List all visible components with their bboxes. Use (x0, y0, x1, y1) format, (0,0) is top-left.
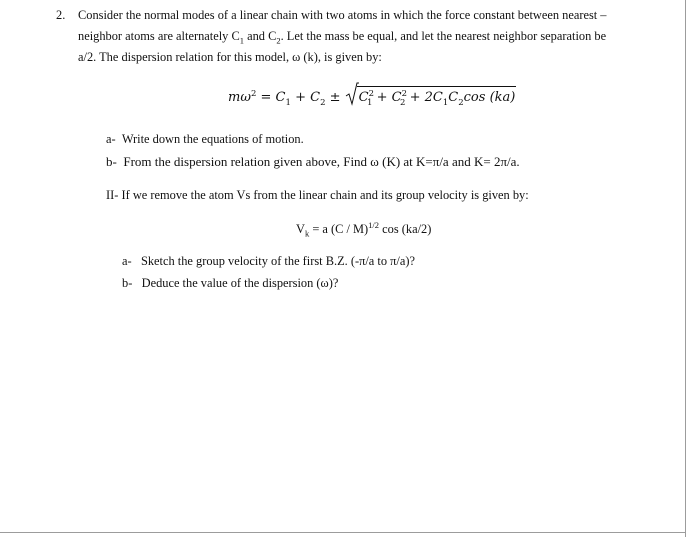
eq-r1: C (358, 90, 369, 106)
question-number: 2. (56, 8, 66, 22)
gv-v: V (296, 222, 305, 237)
eq-radicand (357, 86, 517, 108)
eq-r2-power: 2 (401, 89, 408, 99)
eq-plus-1: + (295, 90, 306, 106)
part1-a-text: Write down the equations of motion. (121, 132, 304, 146)
eq-plus-minus: ± (329, 90, 341, 106)
part1-b (106, 154, 520, 170)
part1-a-label: a- (106, 132, 116, 146)
part2-b-label: b- (122, 276, 133, 290)
dispersion-equation (228, 86, 516, 114)
radical-sign (345, 82, 359, 106)
eq-term2-sub: 2 (320, 97, 326, 108)
eq-r2: C (391, 90, 402, 106)
group-velocity-equation (296, 220, 431, 239)
eq-term1-sub: 1 (285, 97, 291, 108)
eq-term2: C (310, 90, 321, 106)
part1-b-text: From the dispersion relation given above, Find ω (K) at K=π/a and K= 2π/a. (123, 154, 520, 169)
gv-tail: cos (ka/2) (382, 222, 432, 237)
intro-line-2-part-c: . Let the mass be equal, and let the nearest neighbor separation be (280, 29, 607, 43)
subscript-two: 2 (276, 35, 281, 46)
part2-b (122, 276, 338, 291)
intro-line-2 (78, 29, 606, 45)
part2-b-text: Deduce the value of the dispersion (ω)? (141, 276, 339, 290)
eq-r4-sub: 2 (458, 97, 464, 108)
intro-line-1: Consider the normal modes of a linear chain with two atoms in which the force constant between nearest – (78, 8, 607, 22)
eq-r1-power: 2 (368, 89, 375, 99)
eq-r3: 2C (424, 90, 443, 106)
eq-r4: C (448, 90, 459, 106)
eq-r3-sub: 1 (442, 97, 449, 108)
frame-border-bottom (0, 532, 686, 533)
eq-plus-3: + (409, 90, 421, 106)
eq-r2-sub: 2 (400, 97, 406, 108)
eq-plus-2: + (376, 90, 388, 106)
eq-r1-sub: 1 (367, 97, 373, 108)
eq-term1: C (275, 90, 286, 106)
part1-b-label: b- (106, 154, 117, 169)
part2-a-text: Sketch the group velocity of the first B.Z. (-π/a to π/a)? (140, 254, 415, 268)
part1-a (106, 132, 304, 147)
part2-a-label: a- (122, 254, 132, 268)
intro-line-2-part-a: neighbor atoms are alternately C (78, 29, 240, 43)
section2-header: II- If we remove the atom Vs from the linear chain and its group velocity is given by: (106, 188, 529, 202)
part2-a (122, 254, 415, 269)
gv-power: 1/2 (368, 220, 380, 230)
eq-lhs: mω (228, 90, 251, 106)
eq-cos: cos (ka) (463, 90, 516, 106)
gv-v-sub: k (304, 228, 310, 239)
frame-border-right (685, 0, 686, 537)
eq-lhs-power: 2 (250, 89, 257, 99)
eq-equals: = (260, 90, 272, 106)
gv-rest: = a (C / M) (312, 222, 369, 237)
intro-line-3: a/2. The dispersion relation for this model, ω (k), is given by: (78, 50, 382, 64)
intro-line-2-part-b: and C (247, 29, 277, 43)
subscript-one: 1 (239, 35, 244, 46)
eq-square-root (345, 86, 517, 108)
